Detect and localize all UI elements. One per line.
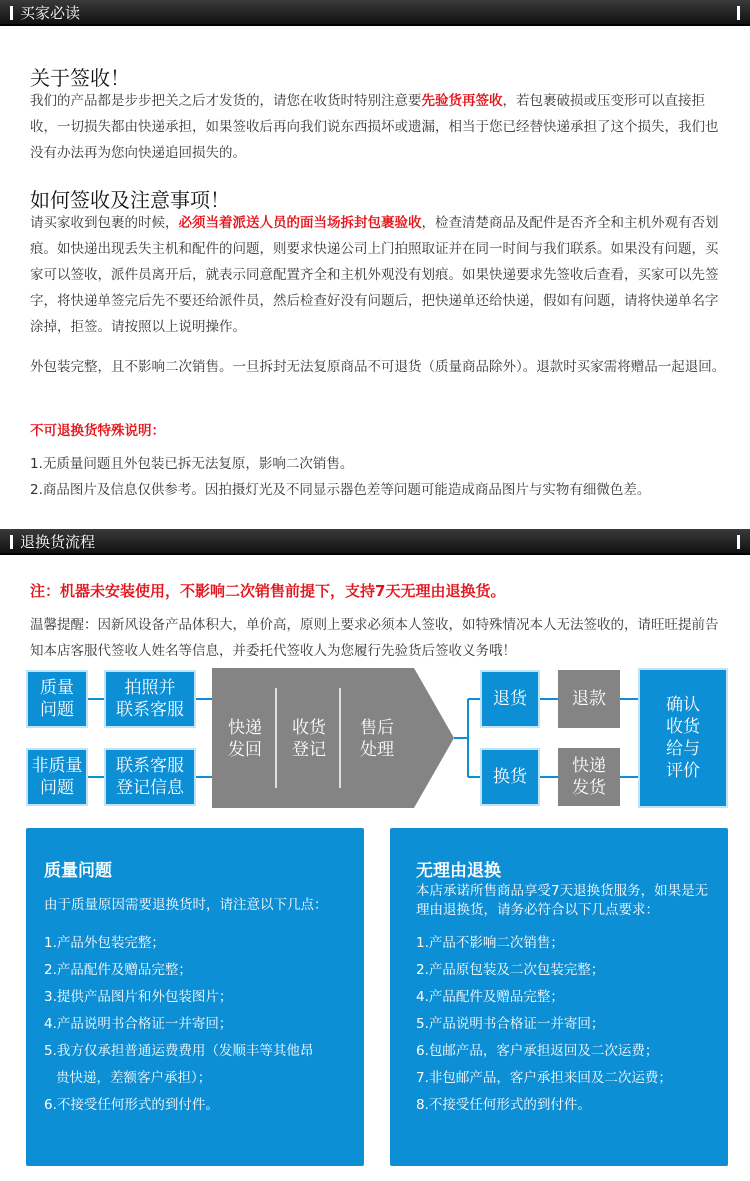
card-quality-issue: [26, 828, 364, 1166]
card-intro: 由于质量原因需要退换货时，请注意以下几点：: [44, 897, 328, 913]
flow-express-back: 快递 发回: [228, 718, 262, 760]
section-header-buyer-notice: [0, 0, 750, 26]
card-item: 8.不接受任何形式的到付件。: [416, 1097, 591, 1113]
card-no-reason-return: [390, 828, 728, 1166]
flow-receive-register: 收货 登记: [292, 718, 326, 760]
reminder-paragraph: 温馨提醒：因新风设备产品体积大，单价高，原则上要求必须本人签收，如特殊情况本人无法签收的，请旺旺提前告知本店客服代签收人姓名等信息，并委托代签收人为您履行先验货后签收义务哦！: [30, 617, 719, 659]
sign-paragraph: 我们的产品都是步步把关之后才发货的，请您在收货时特别注意要先验货再签收，若包裹破损或压变形可以直接拒收，一切损失都由快递承担，如果签收后再向我们说东西损坏或遗漏，相当于您已经替快递承担了这个损失，我们也没有办法再为您向快递追回损失的。: [30, 93, 719, 161]
how-paragraph: 请买家收到包裹的时候，必须当着派送人员的面当场拆封包裹验收，检查清楚商品及配件是否齐全和主机外观有否划痕。如快递出现丢失主机和配件的问题，则要求快递公司上门拍照取证并在同一时间与我们联系。如果没有问题，买家可以签收，派件员离开后，就表示同意配置齐全和主机外观没有划痕。如果快递要求先签收后查看，买家可以先签字，将快递单签完后先不要还给派件员，然后检查好没有问题后，把快递单还给快递，假如有问题，请将快递单名字涂掉，拒签。请按照以上说明操作。: [30, 215, 719, 335]
card-item: 5.我方仅承担普通运费费用（发顺丰等其他昂: [44, 1043, 314, 1059]
flow-contact-register: 联系客服 登记信息: [104, 748, 196, 806]
section-title: 退换货流程: [20, 533, 96, 551]
card-item: 3.提供产品图片和外包装图片；: [44, 989, 233, 1005]
card-item: 5.产品说明书合格证一并寄回；: [416, 1016, 605, 1032]
bar-marker-icon: [10, 6, 13, 20]
flow-confirm-review: 确认 收货 给与 评价: [638, 668, 728, 808]
card-item: 2.产品配件及赠品完整；: [44, 962, 192, 978]
card-item: 6.不接受任何形式的到付件。: [44, 1097, 219, 1113]
return-note: 注：机器未安装使用，不影响二次销售前提下，支持7天无理由退换货。: [30, 582, 506, 600]
card-item: 4.产品说明书合格证一并寄回；: [44, 1016, 233, 1032]
section-header-return-process: [0, 529, 750, 555]
flow-non-quality-issue: 非质量 问题: [26, 748, 88, 806]
bar-marker-icon: [10, 535, 13, 549]
package-paragraph: 外包装完整，且不影响二次销售。一旦拆封无法复原商品不可退货（质量商品除外）。退款时买家需将赠品一起退回。: [30, 359, 726, 375]
card-intro: 本店承诺所售商品享受7天退换货服务，如果是无理由退换货，请务必符合以下几点要求：: [416, 883, 709, 918]
bar-marker-icon: [737, 6, 740, 20]
card-title: 质量问题: [44, 861, 112, 881]
card-title: 无理由退换: [416, 861, 501, 881]
no-return-item: 2.商品图片及信息仅供参考。因拍摄灯光及不同显示器色差等问题可能造成商品图片与实物有细微色差。: [30, 482, 651, 498]
no-return-title: 不可退换货特殊说明：: [30, 423, 165, 439]
no-return-item: 1.无质量问题且外包装已拆无法复原，影响二次销售。: [30, 456, 354, 472]
card-item: 2.产品原包装及二次包装完整；: [416, 962, 605, 978]
flow-return-goods: 退货: [480, 670, 540, 728]
card-item: 7.非包邮产品，客户承担来回及二次运费；: [416, 1070, 672, 1086]
flow-exchange: 换货: [480, 748, 540, 806]
heading-sign: 关于签收！: [30, 66, 130, 90]
flow-photo-contact: 拍照并 联系客服: [104, 670, 196, 728]
card-item: 4.产品配件及赠品完整；: [416, 989, 564, 1005]
card-item: 贵快递，差额客户承担）；: [56, 1070, 212, 1086]
flow-quality-issue: 质量 问题: [26, 670, 88, 728]
bar-marker-icon: [737, 535, 740, 549]
section-title: 买家必读: [20, 4, 81, 22]
flow-refund: 退款: [558, 670, 620, 728]
card-item: 6.包邮产品，客户承担返回及二次运费；: [416, 1043, 659, 1059]
card-item: 1.产品不影响二次销售；: [416, 935, 564, 951]
heading-how-to-sign: 如何签收及注意事项！: [30, 188, 230, 212]
flow-aftersale: 售后 处理: [360, 718, 394, 760]
flow-express-ship: 快递 发货: [558, 748, 620, 806]
card-item: 1.产品外包装完整；: [44, 935, 165, 951]
